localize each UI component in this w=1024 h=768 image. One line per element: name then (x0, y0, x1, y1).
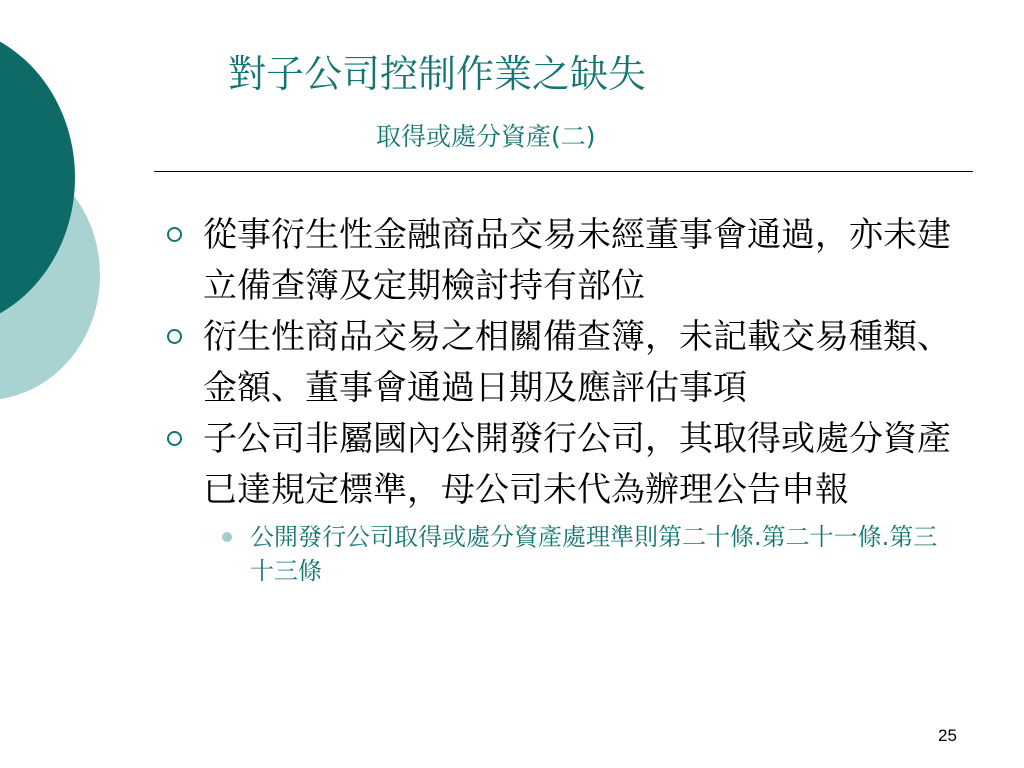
title-divider (154, 171, 973, 172)
filled-dot-bullet-icon (222, 532, 232, 542)
hollow-circle-bullet-icon (167, 227, 182, 242)
bullet-item (165, 414, 965, 516)
bullet-item (165, 312, 965, 414)
bullet-text: 衍生性商品交易之相關備查簿，未記載交易種類、金額、董事會通過日期及應評估事項 (203, 317, 951, 408)
bullet-text: 從事衍生性金融商品交易未經董事會通過，亦未建立備查簿及定期檢討持有部位 (203, 215, 951, 306)
bullet-text: 子公司非屬國內公開發行公司，其取得或處分資產已達規定標準，母公司未代為辦理公告申報 (203, 419, 951, 510)
hollow-circle-bullet-icon (167, 431, 182, 446)
slide-subtitle: 取得或處分資產(二) (376, 122, 596, 151)
page-number: 25 (938, 726, 957, 745)
sub-bullet-text: 公開發行公司取得或處分資產處理準則第二十條.第二十一條.第三十三條 (250, 523, 938, 585)
sub-bullet-item (165, 520, 965, 588)
bullet-list (165, 210, 965, 588)
slide-title: 對子公司控制作業之缺失 (228, 52, 647, 96)
bullet-item (165, 210, 965, 312)
hollow-circle-bullet-icon (167, 329, 182, 344)
